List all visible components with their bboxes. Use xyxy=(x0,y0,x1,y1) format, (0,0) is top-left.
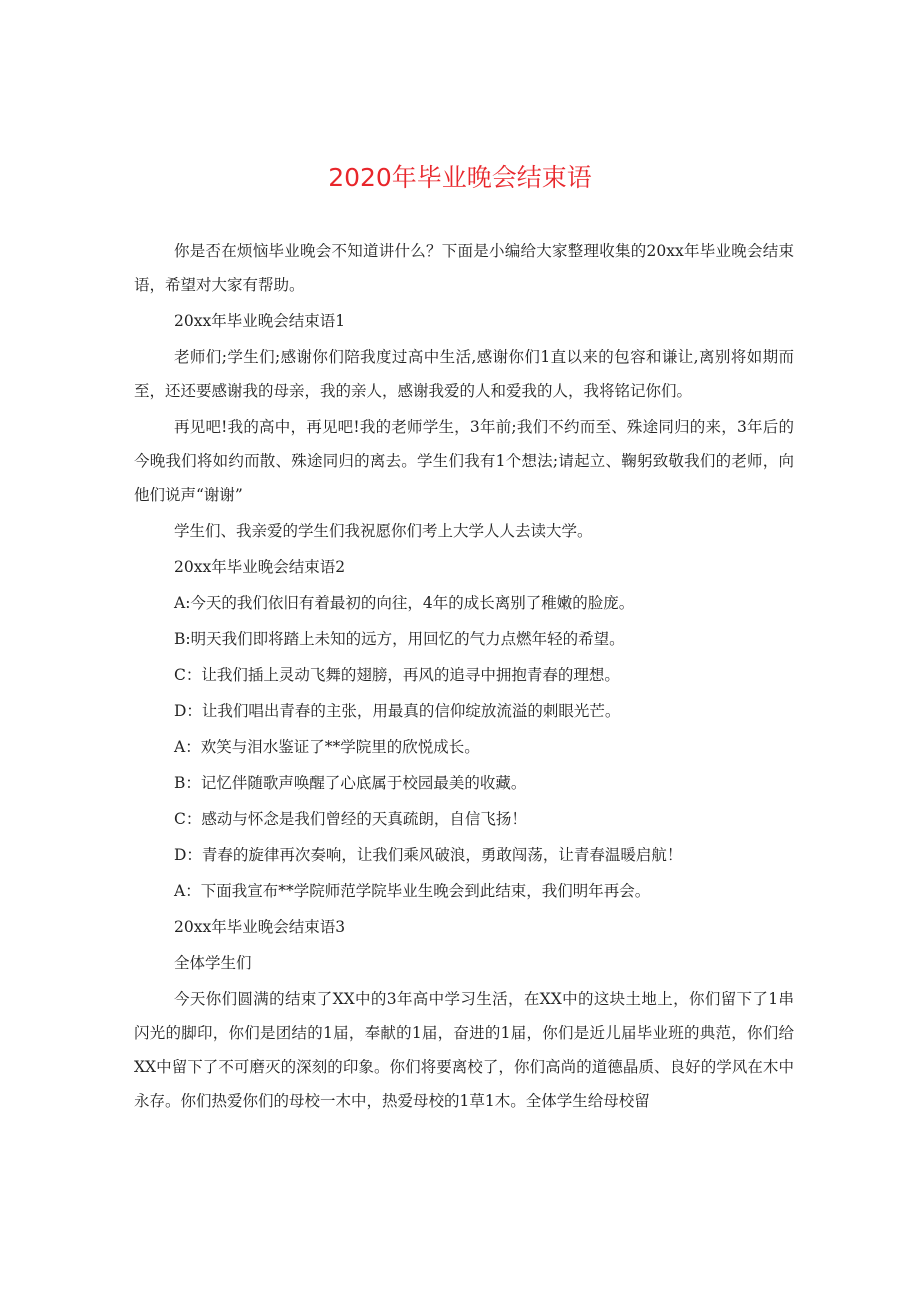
dialogue-line: A：下面我宣布**学院师范学院毕业生晚会到此结束，我们明年再会。 xyxy=(174,882,651,900)
dialogue-line: C：感动与怀念是我们曾经的天真疏朗，自信飞扬！ xyxy=(174,810,527,828)
document-title: 2020年毕业晚会结束语 xyxy=(328,163,592,192)
section-heading-1: 20xx年毕业晚会结束语1 xyxy=(174,312,346,330)
dialogue-line: D：青春的旋律再次奏响，让我们乘风破浪，勇敢闯荡，让青春温暖启航！ xyxy=(174,846,683,864)
section-heading-3: 20xx年毕业晚会结束语3 xyxy=(174,918,346,936)
paragraph: 老师们;学生们;感谢你们陪我度过高中生活,感谢你们1直以来的包容和谦让,离别将如期而至，还还要感谢我的母亲，我的亲人，感谢我爱的人和爱我的人，我将铭记你们。 xyxy=(134,348,794,400)
dialogue-line: C：让我们插上灵动飞舞的翅膀，再风的追寻中拥抱青春的理想。 xyxy=(174,666,620,684)
dialogue-line: A：欢笑与泪水鉴证了**学院里的欣悦成长。 xyxy=(174,738,480,756)
dialogue-line: D：让我们唱出青春的主张，用最真的信仰绽放流溢的刺眼光芒。 xyxy=(174,702,621,720)
intro-paragraph: 你是否在烦恼毕业晚会不知道讲什么？下面是小编给大家整理收集的20xx年毕业晚会结束语，希望对大家有帮助。 xyxy=(134,242,794,294)
section-heading-2: 20xx年毕业晚会结束语2 xyxy=(174,558,346,576)
dialogue-line: A:今天的我们依旧有着最初的向往，4年的成长离别了稚嫩的脸庞。 xyxy=(174,594,635,612)
paragraph: 今天你们圆满的结束了XX中的3年高中学习生活，在XX中的这块土地上，你们留下了1串闪光的脚印，你们是团结的1届，奉献的1届，奋进的1届，你们是近儿届毕业班的典范，你们给XX中留下了不可磨灭的深刻的印象。你们将要离校了，你们高尚的道德晶质、良好的学风在木中永存。你们热爱你们的母校一木中，热爱母校的1草1木。全体学生给母校留 xyxy=(134,990,794,1110)
paragraph: 学生们、我亲爱的学生们我祝愿你们考上大学人人去读大学。 xyxy=(174,522,593,540)
salutation: 全体学生们 xyxy=(174,954,252,972)
paragraph: 再见吧!我的高中，再见吧!我的老师学生，3年前;我们不约而至、殊途同归的来，3年后的今晚我们将如约而散、殊途同归的离去。学生们我有1个想法;请起立、鞠躬致敬我们的老师，向他们说声“谢谢” xyxy=(134,418,794,504)
dialogue-line: B:明天我们即将踏上未知的远方，用回忆的气力点燃年轻的希望。 xyxy=(174,630,625,648)
dialogue-line: B：记忆伴随歌声唤醒了心底属于校园最美的收藏。 xyxy=(174,774,527,792)
document-body xyxy=(134,234,794,1120)
